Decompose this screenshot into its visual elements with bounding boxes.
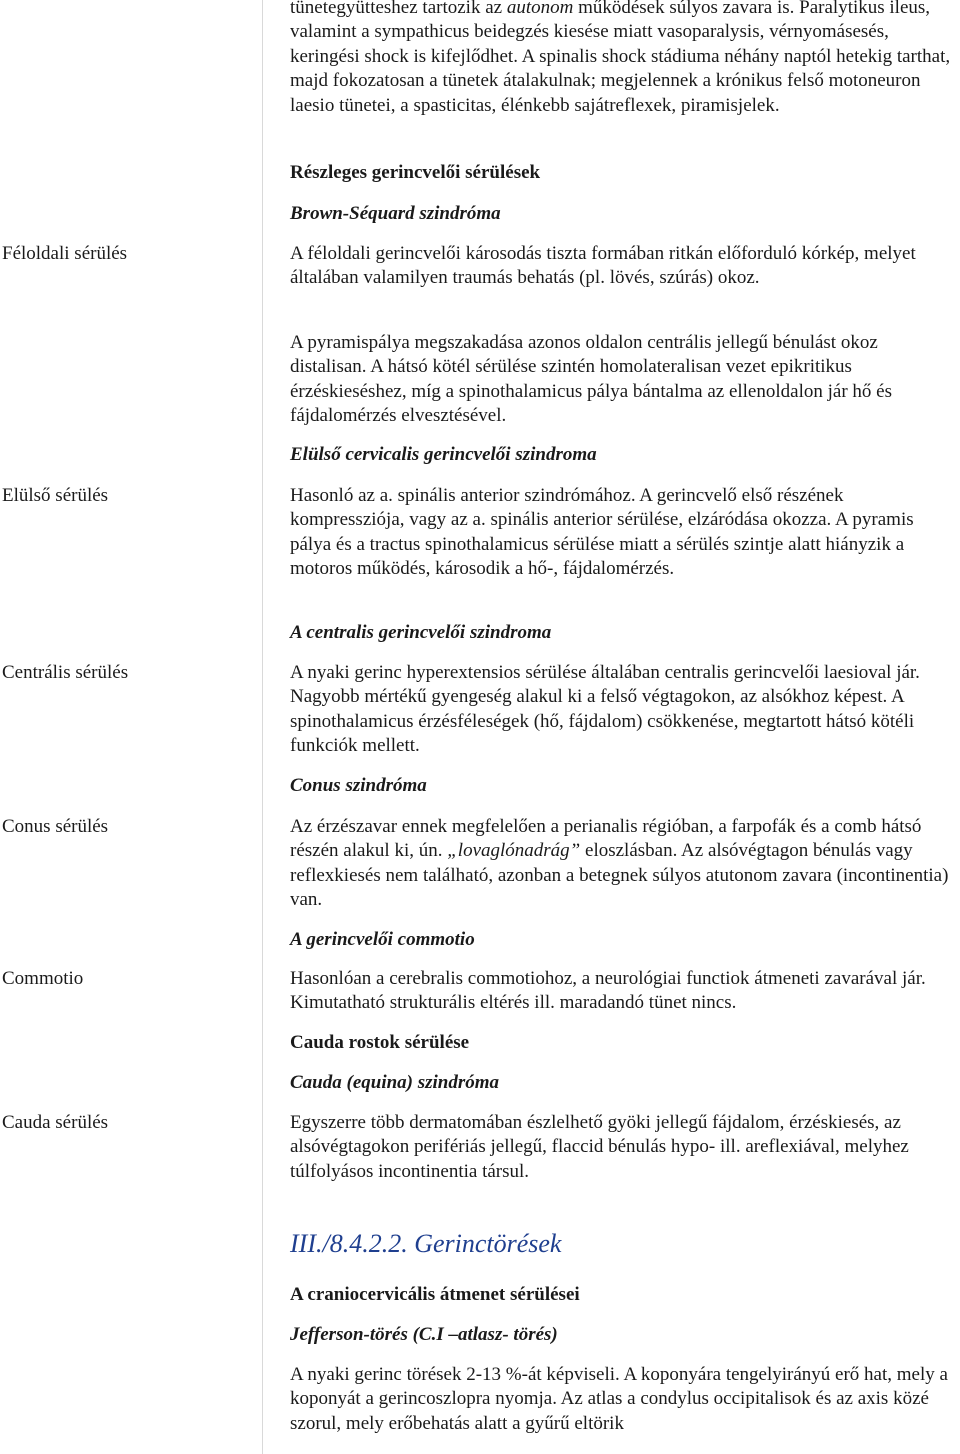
heading-cauda-syndrome: Cauda (equina) szindróma <box>290 1072 500 1093</box>
heading-brown-sequard: Brown-Séquard szindróma <box>290 203 501 224</box>
margin-label-anterior: Elülső sérülés <box>2 485 109 506</box>
margin-label-lateral: Féloldali sérülés <box>2 243 128 264</box>
heading-commotio: A gerincvelői commotio <box>290 929 475 950</box>
margin-label-conus: Conus sérülés <box>2 816 109 837</box>
commotio-paragraph: Hasonlóan a cerebralis commotiohoz, a neurológiai functiok átmeneti zavarával jár. Kimutatható strukturális eltérés ill. maradandó tünet nincs. <box>290 968 926 1014</box>
heading-jefferson: Jefferson-törés (C.I –atlasz- törés) <box>290 1324 558 1345</box>
anterior-paragraph: Hasonló az a. spinális anterior szindrómához. A gerincvelő első részének kompressziója, vagy az a. spinális anterior sérülése, elzáródása okozza. A pyramis pálya és a tractus spinothalamicus sérülése miatt a sérülés szintje alatt hiányzik a motoros működés, károsodik a hő-, fájdalomérzés. <box>290 485 914 580</box>
section-title: III./8.4.2.2. Gerinctörések <box>290 1229 562 1258</box>
heading-cauda-fibers: Cauda rostok sérülése <box>290 1032 470 1053</box>
heading-craniocervical: A craniocervicális átmenet sérülései <box>290 1284 580 1305</box>
margin-sidebar <box>0 0 263 1454</box>
jefferson-paragraph: A nyaki gerinc törések 2-13 %-át képviseli. A koponyára tengelyirányú erő hat, mely a koponyát a gerincoszlopra nyomja. Az atlas a condylus occipitalisok és az axis közé szorul, mely erőbehatás alatt a gyűrű eltörik <box>290 1364 948 1434</box>
intro-paragraph: tünetegyütteshez tartozik az autonom működések súlyos zavara is. Paralytikus ileus, valamint a sympathicus beidegzés kiesése miatt vasoparalysis, vérnyomásesés, keringési shock is kifejlődhet. A spinalis shock stádiuma néhány naptól hetekig tarthat, majd fokozatosan a tünetek átalakulnak; megjelennek a krónikus felső motoneuron laesio tünetei, a spasticitas, élénkebb sajátreflexek, piramisjelek. <box>290 0 951 116</box>
margin-label-commotio: Commotio <box>2 968 84 989</box>
heading-central-syndrome: A centralis gerincvelői szindroma <box>290 622 552 643</box>
central-paragraph: A nyaki gerinc hyperextensios sérülése általában centralis gerincvelői laesioval jár. Nagyobb mértékű gyengeség alakul ki a felső végtagokon, az alsókhoz képest. A spinothalamicus érzésféleségek (hő, fájdalom) csökkenése, megtartott hátsó kötéli funkciók mellett. <box>290 662 920 757</box>
heading-partial-injuries: Részleges gerincvelői sérülések <box>290 162 541 183</box>
margin-label-cauda: Cauda sérülés <box>2 1112 109 1133</box>
heading-conus: Conus szindróma <box>290 775 427 796</box>
heading-anterior-cervical: Elülső cervicalis gerincvelői szindroma <box>290 444 597 465</box>
margin-label-central: Centrális sérülés <box>2 662 129 683</box>
cauda-paragraph: Egyszerre több dermatomában észlelhető gyöki jellegű fájdalom, érzéskiesés, az alsóvégtagokon perifériás jellegű, flaccid bénulás hypo- ill. areflexiával, melyhez túlfolyásos incontinentia társul. <box>290 1112 909 1182</box>
brown-sequard-paragraph-1: A féloldali gerincvelői károsodás tiszta formában ritkán előforduló kórkép, melyet általában valamilyen traumás behatás (pl. lövés, szúrás) okoz. <box>290 243 916 289</box>
brown-sequard-paragraph-2: A pyramispálya megszakadása azonos oldalon centrális jellegű bénulást okoz distalisan. A hátsó kötél sérülése szintén homolateralisan vezet epikritikus érzéskieséshez, míg a spinothalamicus pálya bántalma az ellenoldalon jár hő és fájdalomérzés elvesztésével. <box>290 332 892 427</box>
conus-paragraph: Az érzészavar ennek megfelelően a perianalis régióban, a farpofák és a comb hátsó részén alakul ki, ún. „lovaglónadrág” eloszlásban. Az alsóvégtagon bénulás vagy reflexkiesés nem található, azonban a betegnek súlyos atutonom zavara (incontinentia) van. <box>290 816 949 911</box>
